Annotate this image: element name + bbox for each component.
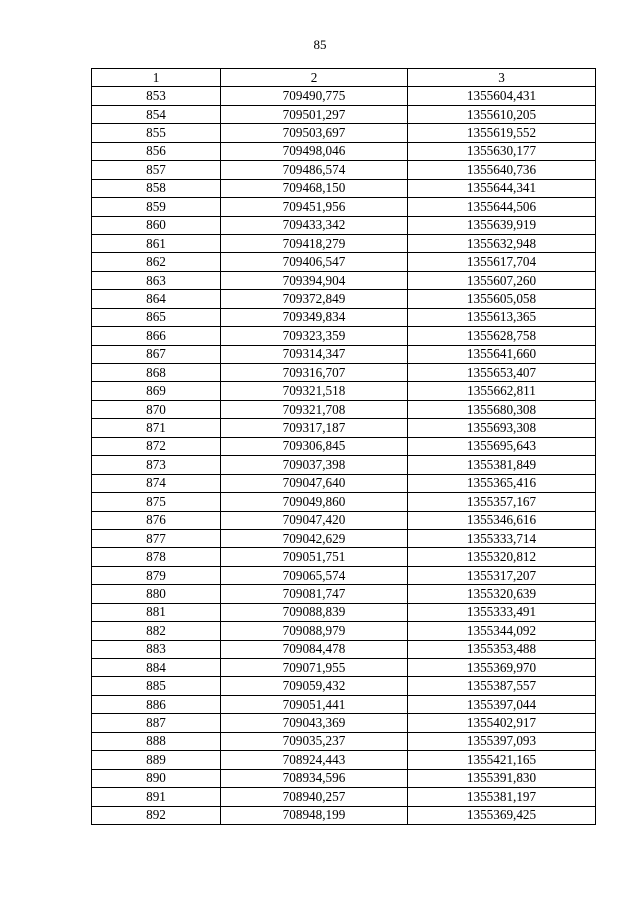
table-cell: 1355333,714 — [408, 529, 596, 547]
table-row — [92, 105, 596, 123]
table-cell: 891 — [92, 788, 221, 806]
table-cell: 709081,747 — [221, 585, 408, 603]
table-cell: 709071,955 — [221, 659, 408, 677]
table-row — [92, 364, 596, 382]
table-cell: 1355344,092 — [408, 622, 596, 640]
table-cell: 879 — [92, 566, 221, 584]
table-cell: 1355639,919 — [408, 216, 596, 234]
table-cell: 855 — [92, 124, 221, 142]
table-cell: 1355387,557 — [408, 677, 596, 695]
table-cell: 1355333,491 — [408, 603, 596, 621]
table-body — [92, 87, 596, 825]
table-row — [92, 695, 596, 713]
table-cell: 1355320,639 — [408, 585, 596, 603]
table-cell: 861 — [92, 234, 221, 252]
table-row — [92, 677, 596, 695]
table-cell: 887 — [92, 714, 221, 732]
table-row — [92, 788, 596, 806]
table-cell: 709490,775 — [221, 87, 408, 105]
table-cell: 874 — [92, 474, 221, 492]
table-cell: 889 — [92, 751, 221, 769]
table-cell: 886 — [92, 695, 221, 713]
table-row — [92, 271, 596, 289]
table-cell: 709042,629 — [221, 529, 408, 547]
table-cell: 709323,359 — [221, 327, 408, 345]
table-row — [92, 603, 596, 621]
table-cell: 709486,574 — [221, 161, 408, 179]
table-cell: 873 — [92, 456, 221, 474]
table-cell: 709043,369 — [221, 714, 408, 732]
table-cell: 709035,237 — [221, 732, 408, 750]
table-cell: 709503,697 — [221, 124, 408, 142]
table-cell: 1355391,830 — [408, 769, 596, 787]
table-cell: 709047,420 — [221, 511, 408, 529]
table-row — [92, 400, 596, 418]
table-cell: 1355381,849 — [408, 456, 596, 474]
table-cell: 708940,257 — [221, 788, 408, 806]
table-row — [92, 253, 596, 271]
table-row — [92, 622, 596, 640]
table-cell: 709433,342 — [221, 216, 408, 234]
table-cell: 709051,751 — [221, 548, 408, 566]
table-cell: 709321,518 — [221, 382, 408, 400]
table-cell: 877 — [92, 529, 221, 547]
page-number: 85 — [313, 37, 327, 52]
table-cell: 709501,297 — [221, 105, 408, 123]
table-cell: 709406,547 — [221, 253, 408, 271]
table-row — [92, 474, 596, 492]
table-cell: 862 — [92, 253, 221, 271]
table-cell: 876 — [92, 511, 221, 529]
table-cell: 709321,708 — [221, 400, 408, 418]
table-row — [92, 640, 596, 658]
table-cell: 709316,707 — [221, 364, 408, 382]
table-cell: 1355640,736 — [408, 161, 596, 179]
table-cell: 709065,574 — [221, 566, 408, 584]
table-cell: 1355613,365 — [408, 308, 596, 326]
table-cell: 870 — [92, 400, 221, 418]
table-cell: 709418,279 — [221, 234, 408, 252]
table-row — [92, 308, 596, 326]
table-cell: 1355644,341 — [408, 179, 596, 197]
table-row — [92, 493, 596, 511]
table-cell: 881 — [92, 603, 221, 621]
table-cell: 890 — [92, 769, 221, 787]
table-cell: 1355397,044 — [408, 695, 596, 713]
table-row — [92, 732, 596, 750]
column-header: 3 — [408, 69, 596, 87]
table-cell: 709394,904 — [221, 271, 408, 289]
table-cell: 709451,956 — [221, 198, 408, 216]
table-row — [92, 124, 596, 142]
table-cell: 885 — [92, 677, 221, 695]
table-row — [92, 585, 596, 603]
table-cell: 1355662,811 — [408, 382, 596, 400]
table-cell: 869 — [92, 382, 221, 400]
coordinates-table — [91, 68, 596, 825]
table-row — [92, 456, 596, 474]
table-cell: 709047,640 — [221, 474, 408, 492]
table-row — [92, 161, 596, 179]
table-cell: 1355610,205 — [408, 105, 596, 123]
table-row — [92, 179, 596, 197]
table-row — [92, 566, 596, 584]
table-cell: 1355402,917 — [408, 714, 596, 732]
table-cell: 875 — [92, 493, 221, 511]
table-cell: 709049,860 — [221, 493, 408, 511]
column-header: 1 — [92, 69, 221, 87]
table-cell: 860 — [92, 216, 221, 234]
table-cell: 892 — [92, 806, 221, 824]
table-row — [92, 751, 596, 769]
table-cell: 878 — [92, 548, 221, 566]
table-row — [92, 511, 596, 529]
table-cell: 858 — [92, 179, 221, 197]
table-cell: 1355607,260 — [408, 271, 596, 289]
table-row — [92, 142, 596, 160]
table-cell: 882 — [92, 622, 221, 640]
table-cell: 709372,849 — [221, 290, 408, 308]
table-cell: 709059,432 — [221, 677, 408, 695]
table-cell: 709468,150 — [221, 179, 408, 197]
table-row — [92, 659, 596, 677]
table-row — [92, 327, 596, 345]
table-row — [92, 806, 596, 824]
table-cell: 1355653,407 — [408, 364, 596, 382]
table-row — [92, 437, 596, 455]
table-cell: 709088,979 — [221, 622, 408, 640]
table-cell: 1355320,812 — [408, 548, 596, 566]
table-cell: 1355604,431 — [408, 87, 596, 105]
table-cell: 867 — [92, 345, 221, 363]
table-cell: 1355357,167 — [408, 493, 596, 511]
table-cell: 1355680,308 — [408, 400, 596, 418]
table-row — [92, 87, 596, 105]
table-cell: 1355619,552 — [408, 124, 596, 142]
table-cell: 709498,046 — [221, 142, 408, 160]
table-cell: 1355641,660 — [408, 345, 596, 363]
table-row — [92, 548, 596, 566]
table-cell: 868 — [92, 364, 221, 382]
table-cell: 883 — [92, 640, 221, 658]
table-row — [92, 234, 596, 252]
table-cell: 856 — [92, 142, 221, 160]
table-cell: 708934,596 — [221, 769, 408, 787]
table-row — [92, 769, 596, 787]
table-cell: 709306,845 — [221, 437, 408, 455]
table-row — [92, 345, 596, 363]
table-cell: 1355632,948 — [408, 234, 596, 252]
table-cell: 1355365,416 — [408, 474, 596, 492]
table-cell: 709349,834 — [221, 308, 408, 326]
table-cell: 866 — [92, 327, 221, 345]
table-cell: 1355617,704 — [408, 253, 596, 271]
table-cell: 709314,347 — [221, 345, 408, 363]
table-cell: 864 — [92, 290, 221, 308]
table-cell: 853 — [92, 87, 221, 105]
table-cell: 709051,441 — [221, 695, 408, 713]
table-cell: 1355346,616 — [408, 511, 596, 529]
table-row — [92, 382, 596, 400]
table-cell: 880 — [92, 585, 221, 603]
table-cell: 854 — [92, 105, 221, 123]
table-cell: 1355695,643 — [408, 437, 596, 455]
table-cell: 863 — [92, 271, 221, 289]
table-cell: 1355421,165 — [408, 751, 596, 769]
table-cell: 859 — [92, 198, 221, 216]
table-cell: 709037,398 — [221, 456, 408, 474]
table-cell: 1355317,207 — [408, 566, 596, 584]
table-row — [92, 529, 596, 547]
table-row — [92, 419, 596, 437]
table-cell: 709088,839 — [221, 603, 408, 621]
table-cell: 1355353,488 — [408, 640, 596, 658]
table-cell: 1355369,425 — [408, 806, 596, 824]
column-header: 2 — [221, 69, 408, 87]
table-row — [92, 714, 596, 732]
table-cell: 872 — [92, 437, 221, 455]
table-cell: 888 — [92, 732, 221, 750]
table-cell: 1355693,308 — [408, 419, 596, 437]
table-cell: 865 — [92, 308, 221, 326]
table-cell: 884 — [92, 659, 221, 677]
table-cell: 871 — [92, 419, 221, 437]
table-row — [92, 198, 596, 216]
table-cell: 1355605,058 — [408, 290, 596, 308]
table-cell: 1355644,506 — [408, 198, 596, 216]
table-row — [92, 290, 596, 308]
table-cell: 709317,187 — [221, 419, 408, 437]
table-cell: 857 — [92, 161, 221, 179]
table-cell: 708924,443 — [221, 751, 408, 769]
table-row — [92, 216, 596, 234]
table-cell: 1355628,758 — [408, 327, 596, 345]
table-cell: 708948,199 — [221, 806, 408, 824]
table-cell: 1355630,177 — [408, 142, 596, 160]
table-cell: 1355397,093 — [408, 732, 596, 750]
table-cell: 709084,478 — [221, 640, 408, 658]
table-header-row — [92, 69, 596, 87]
table-cell: 1355369,970 — [408, 659, 596, 677]
table-cell: 1355381,197 — [408, 788, 596, 806]
